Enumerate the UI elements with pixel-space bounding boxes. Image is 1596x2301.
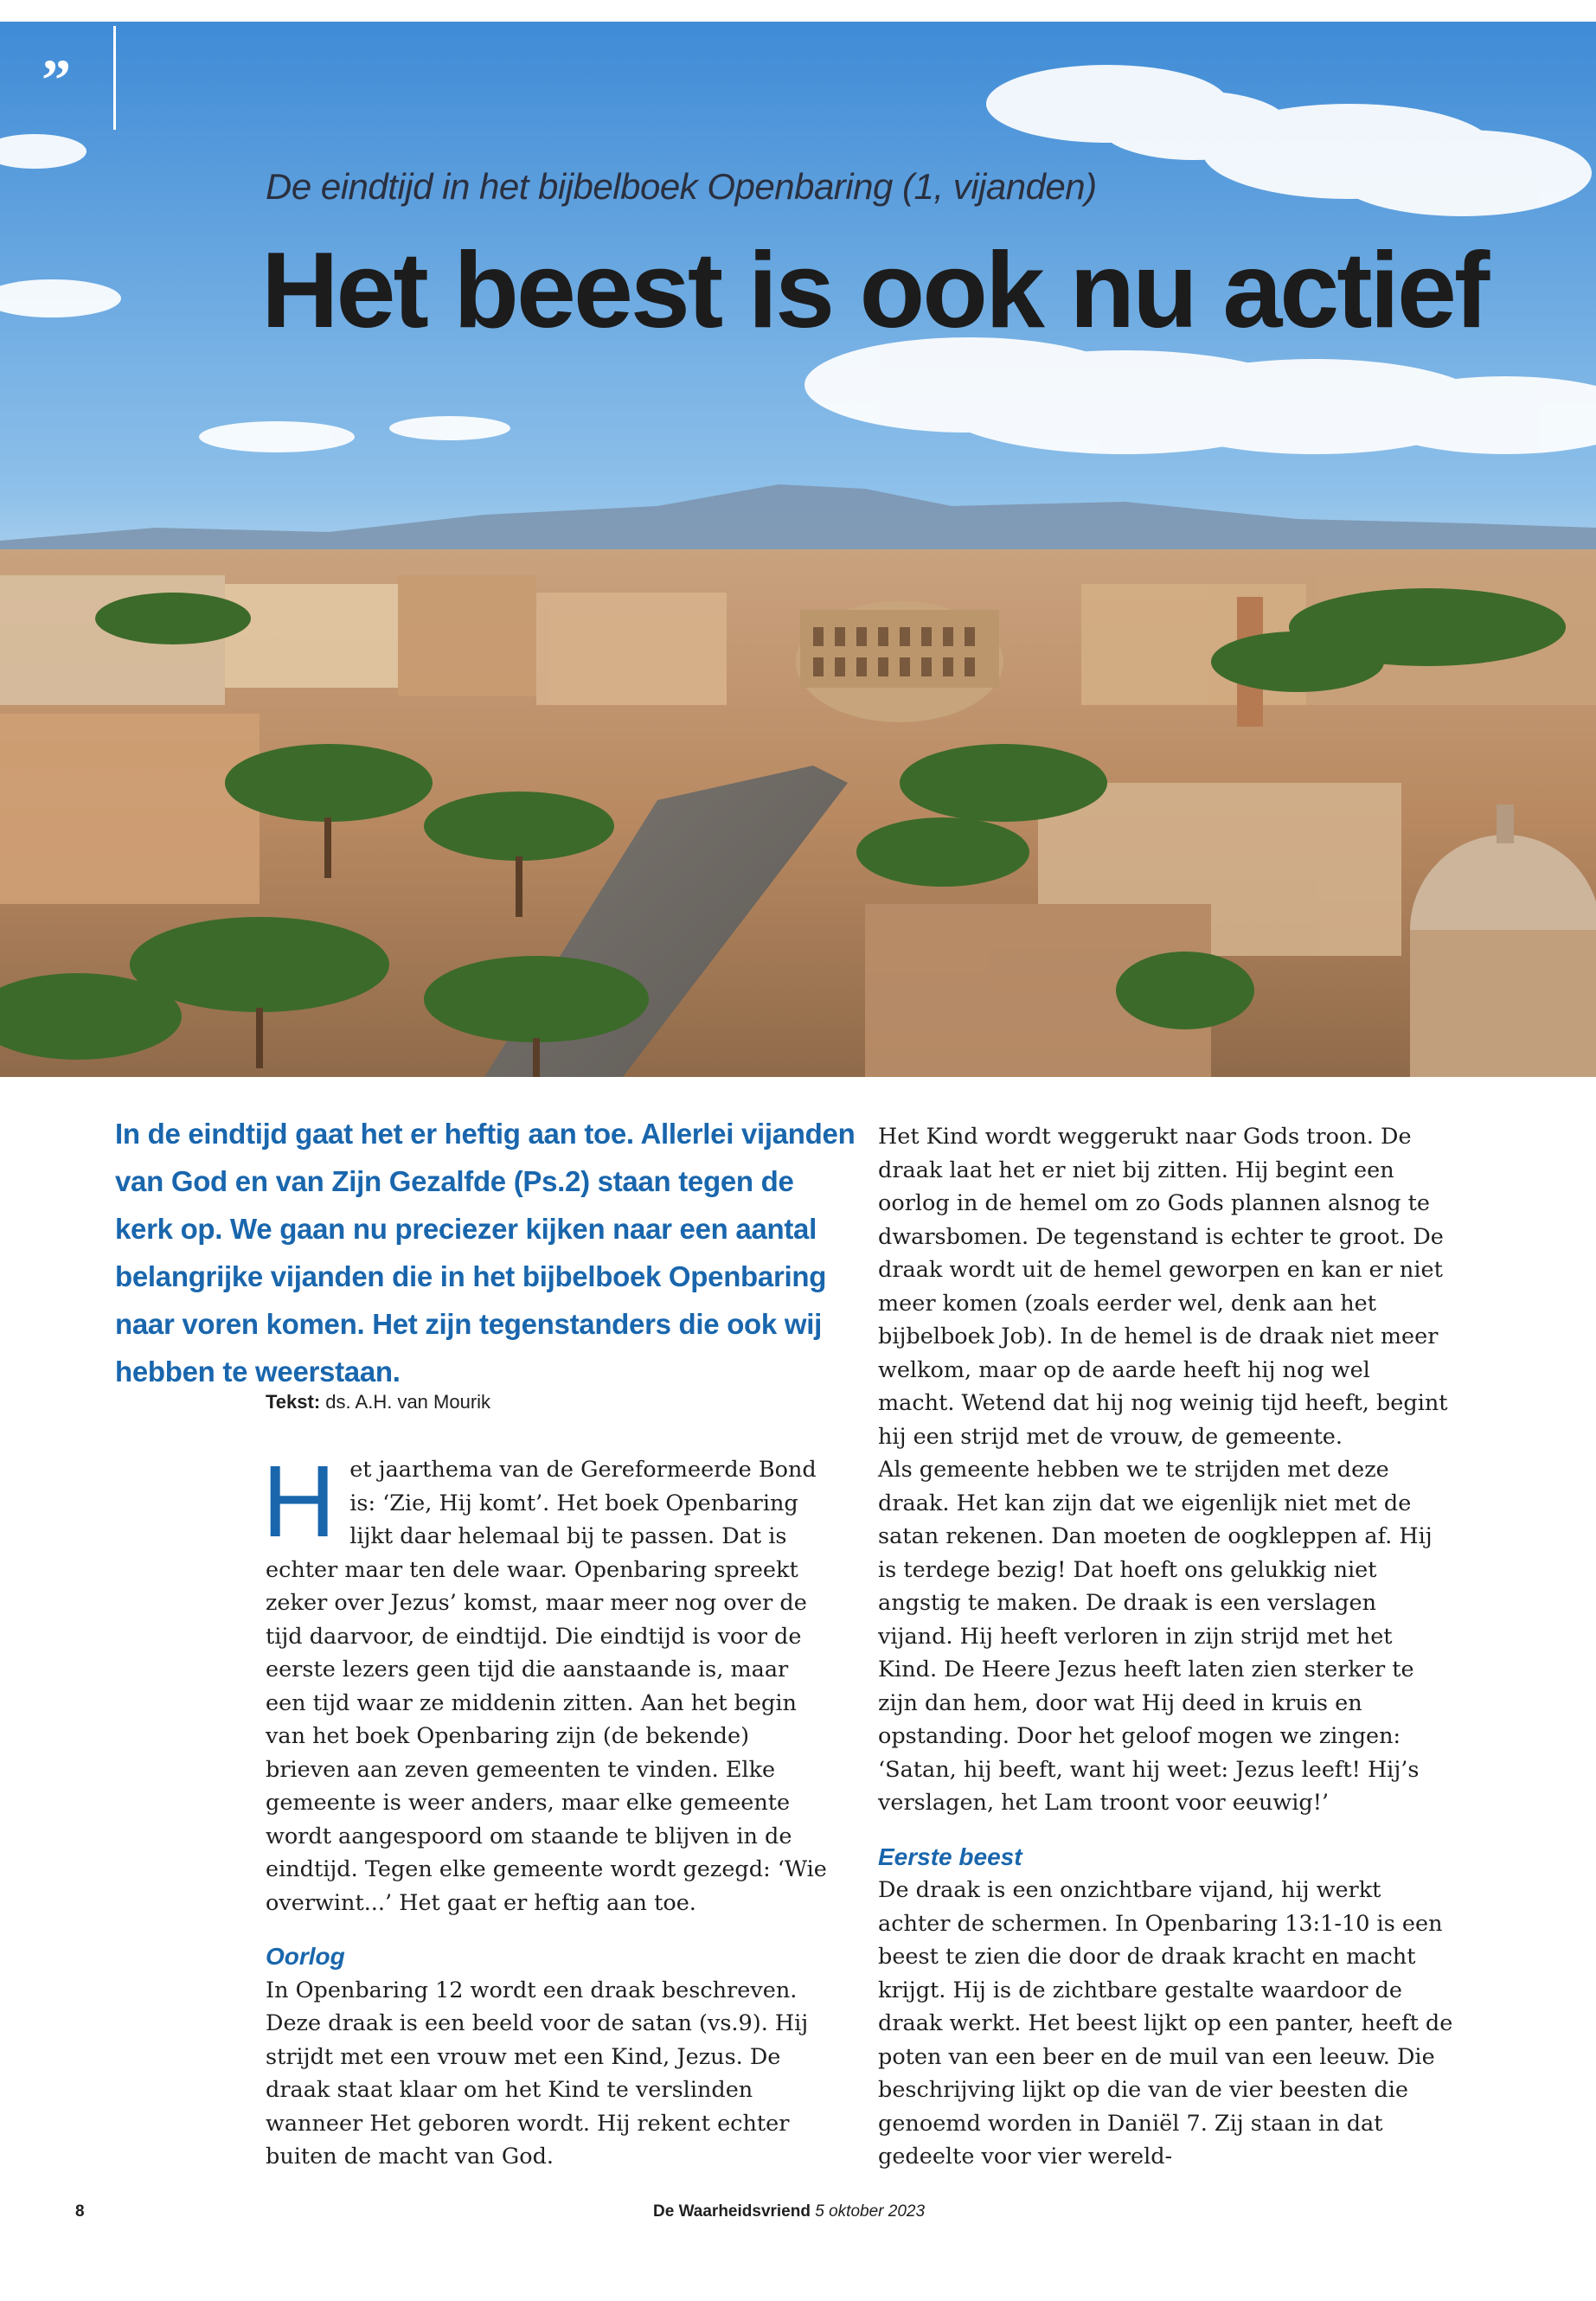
body-paragraph-1 <box>262 1445 832 1920</box>
body-column-left <box>262 1445 832 2174</box>
magazine-name: De Waarheidsvriend <box>653 2202 811 2221</box>
article-intro: In de eindtijd gaat het er heftig aan toe. Allerlei vijanden van God en van Zijn Gezalfde (Ps.2) staan tegen de kerk op. We gaan nu preciezer kijken naar een aantal belangrijke vijanden die in het bijbelboek Openbaring naar voren komen. Het zijn tegenstanders die ook wij hebben te weerstaan. <box>115 1118 856 1388</box>
body-column-right <box>878 1120 1453 2174</box>
article-kicker: De eindtijd in het bijbelboek Openbaring (1, vijanden) <box>266 166 1097 207</box>
byline <box>266 1391 490 1413</box>
body-paragraph-3: Het Kind wordt weggerukt naar Gods troon. De draak laat het er niet bij zitten. Hij begint een oorlog in de hemel om zo Gods plannen alsnog te dwarsbomen. De tegenstand is echter te groot. De draak wordt uit de hemel geworpen en kan er niet meer komen (zoals eerder wel, denk aan het bijbelboek Job). In de hemel is de draak niet meer welkom, maar op de aarde heeft hij nog wel macht. Wetend dat hij nog weinig tijd heeft, begint hij een strijd met de vrouw, de gemeente. <box>878 1124 1448 1450</box>
subheading-eerste-beest: Eerste beest <box>878 1843 1022 1870</box>
subheading-oorlog: Oorlog <box>266 1943 345 1970</box>
body-paragraph-2: In Openbaring 12 wordt een draak beschreven. Deze draak is een beeld voor de satan (vs.9). Hij strijdt met een vrouw met een Kind, Jezus. De draak staat klaar om het Kind te verslinden wanneer Het geboren wordt. Hij rekent echter buiten de macht van God. <box>266 1977 809 2170</box>
body-paragraph-4: Als gemeente hebben we te strijden met deze draak. Het kan zijn dat we eigenlijk niet met de satan rekenen. Dan moeten de oogkleppen af. Hij is terdege bezig! Dat hoeft ons gelukkig niet angstig te maken. De draak is een verslagen vijand. Hij heeft verloren in zijn strijd met het Kind. De Heere Jezus heeft laten zien sterker te zijn dan hem, door wat Hij deed in kruis en opstanding. Door het geloof mogen we zingen: ‘Satan, hij beeft, want hij weet: Jezus leeft! Hij’s verslagen, het Lam troont voor eeuwig!’ <box>878 1457 1433 1816</box>
article-title: Het beest is ook nu actief <box>261 231 1488 350</box>
quote-divider <box>113 26 116 130</box>
byline-label: Tekst: <box>266 1391 321 1413</box>
page-number: 8 <box>75 2202 85 2221</box>
quote-mark-icon: ” <box>42 47 71 112</box>
byline-author: ds. A.H. van Mourik <box>325 1391 491 1413</box>
issue-date: 5 oktober 2023 <box>815 2202 926 2221</box>
paragraph-text: et jaarthema van de Gereformeerde Bond is: ‘Zie, Hij komt’. Het boek Openbaring lijkt daar helemaal bij te passen. Dat is echter maar ten dele waar. Openbaring spreekt zeker over Jezus’ komst, maar meer nog over de tijd daarvoor, de eindtijd. Die eindtijd is voor de eerste lezers geen tijd die aanstaande is, maar een tijd waar ze middenin zitten. Aan het begin van het boek Openbaring zijn (de bekende) brieven aan zeven gemeenten te vinden. Elke gemeente is weer anders, maar elke gemeente wordt aangespoord om staande te blijven in de eindtijd. Tegen elke gemeente wordt gezegd: ‘Wie overwint...’ Het gaat er heftig aan toe. <box>266 1457 827 1916</box>
body-paragraph-5: De draak is een onzichtbare vijand, hij werkt achter de schermen. In Openbaring 13:1-10 is een beest te zien die door de draak kracht en macht krijgt. Hij is de zichtbare gestalte waardoor de draak werkt. Het beest lijkt op een panter, heeft de poten van een beer en de muil van een leeuw. Die beschrijving lijkt op die van de vier beesten die genoemd worden in Daniël 7. Zij staan in dat gedeelte voor vier wereld- <box>878 1877 1453 2170</box>
dropcap: H <box>262 1445 337 1559</box>
footer-publication <box>653 2202 925 2221</box>
